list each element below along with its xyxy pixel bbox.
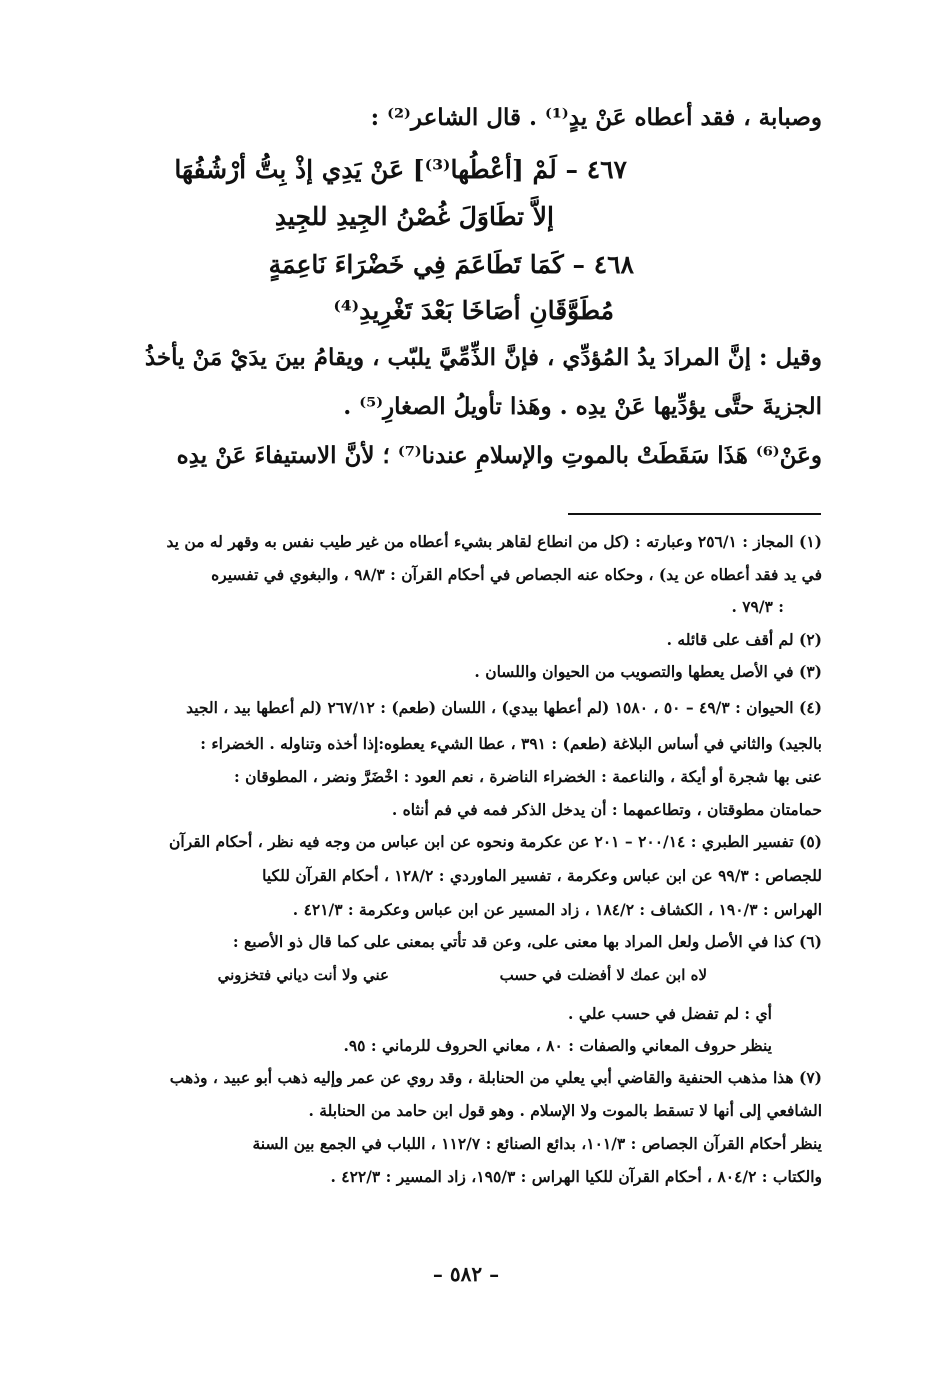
- footnote-4-line-2: بالجيد) والثاني في أساس البلاغة (طعم) : ٣٩١ ، عطا الشيء يعطوه:إذا أخذه وتناوله . الخضراء :: [200, 734, 822, 753]
- footnote-5-line-1: (٥) تفسير الطبري : ٢٠٠/١٤ – ٢٠١ عن عكرمة ونحوه عن ابن عباس من وجه فيه نظر ، أحكام القرآن: [169, 832, 822, 851]
- main-text-line-1: وصبابة ، فقد أعطاه عَنْ يدٍ⁽¹⁾ . قال الشاعر⁽²⁾ :: [370, 104, 822, 131]
- main-text-line-7: الجزيةَ حتَّى يؤدِّيها عَنْ يدِه . وهَذا تأويلُ الصغارِ⁽⁵⁾ .: [343, 393, 822, 420]
- footnote-5-line-2: للجصاص : ٩٩/٣ عن ابن عباس وعكرمة ، تفسير الماوردي : ١٢٨/٢ ، أحكام القرآن للكيا: [262, 866, 822, 885]
- page-number: – ٥٨٢ –: [432, 1262, 500, 1286]
- footnote-separator: [568, 513, 821, 515]
- footnote-7-line-3: ينظر أحكام القرآن الجصاص : ١٠١/٣، بدائع الصنائع : ١١٢/٧ ، اللباب في الجمع بين السنة: [252, 1134, 822, 1153]
- footnote-1-line-1: (١) المجاز : ٢٥٦/١ وعبارته : (كل من انطاع لقاهر بشيء أعطاه من غير طيب نفس به وقهر له من يد: [166, 532, 822, 551]
- footnote-7-line-2: الشافعي إلى أنها لا تسقط بالموت ولا الإسلام . وهو قول ابن حامد من الحنابلة .: [308, 1101, 822, 1120]
- verse-467-first-hemistich: ٤٦٧ – لَمْ [أعْطُها⁽³⁾] عَنْ يَدِي إذْ بِتُّ أرْشُفُهَا: [174, 155, 627, 184]
- footnote-6-line-3: ينظر حروف المعاني والصفات : ٨٠ ، معاني الحروف للرماني : ٩٥.: [343, 1036, 772, 1055]
- main-text-line-6: وقيل : إنَّ المرادَ يدُ المُؤدِّي ، فإنَّ الذِّمِّيَّ يلبّب ، ويقامُ بينَ يدَيْ مَنْ يأخذُ: [144, 344, 822, 371]
- footnote-7-line-4: والكتاب : ٨٠٤/٢ ، أحكام القرآن للكيا الهراس : ١٩٥/٣، زاد المسير : ٤٢٢/٣ .: [330, 1167, 822, 1186]
- verse-468-first-hemistich: ٤٦٨ – كَمَا تَطَاعَمَ فِي خَضْرَاءَ نَاعِمَةٍ: [268, 250, 634, 279]
- footnote-6-poem-first-hemistich: لاه ابن عمك لا أفضلت في حسب: [499, 966, 707, 984]
- footnote-6-line-1: (٦) كذا في الأصل ولعل المراد بها معنى على، وعن قد تأتي بمعنى على كما قال ذو الأصبع :: [232, 932, 822, 951]
- footnote-6-poem-second-hemistich: عني ولا أنت دياني فتخزوني: [217, 966, 389, 984]
- footnote-6-line-2: أي : لم تفضل في حسب علي .: [568, 1004, 772, 1023]
- footnote-1-line-3: : ٧٩/٣ .: [731, 597, 784, 616]
- footnote-3: (٣) في الأصل يعطها والتصويب من الحيوان واللسان .: [474, 662, 822, 681]
- main-text-line-8: وعَنْ⁽⁶⁾ هَذَا سَقَطَتْ بالموتِ والإسلامِ عندنا⁽⁷⁾ ؛ لأنَّ الاستيفاءَ عَنْ يدِه: [176, 442, 822, 469]
- footnote-4-line-3: عنى بها شجرة أو أيكة ، والناعمة : الخضراء الناضرة ، نعم العود : اخْضَرَّ ونضر ، المطوقان :: [233, 767, 822, 786]
- footnote-5-line-3: الهراس : ١٩٠/٣ ، الكشاف : ١٨٤/٢ ، زاد المسير عن ابن عباس وعكرمة : ٤٢١/٣ .: [292, 900, 822, 919]
- footnote-1-line-2: في يد فقد أعطاه عن يد) ، وحكاه عنه الجصاص في أحكام القرآن : ٩٨/٣ ، والبغوي في تفسيره: [211, 565, 822, 584]
- footnote-2: (٢) لم أقف على قائله .: [666, 630, 822, 649]
- footnote-4-line-1: (٤) الحيوان : ٤٩/٣ – ٥٠ ، ١٥٨٠ (لم أعطها بيدي) ، اللسان (طعم) : ٢٦٧/١٢ (لم أعطها بيد ، الجيد: [186, 698, 822, 717]
- verse-468-second-hemistich: مُطَوَّقَانِ أصَاخَا بَعْدَ تَغْرِيدِ⁽⁴⁾: [333, 296, 614, 325]
- verse-467-second-hemistich: إلاَّ تطَاوَلَ غُصْنُ الجِيدِ للجِيدِ: [274, 202, 554, 231]
- footnote-4-line-4: حمامتان مطوقتان ، وتطاعمهما : أن يدخل الذكر فمه في فم أنثاه .: [391, 800, 822, 819]
- footnote-7-line-1: (٧) هذا مذهب الحنفية والقاضي أبي يعلي من الحنابلة ، وقد روي عن عمر وإليه ذهب أبو عبيد ، وذهب: [169, 1068, 822, 1087]
